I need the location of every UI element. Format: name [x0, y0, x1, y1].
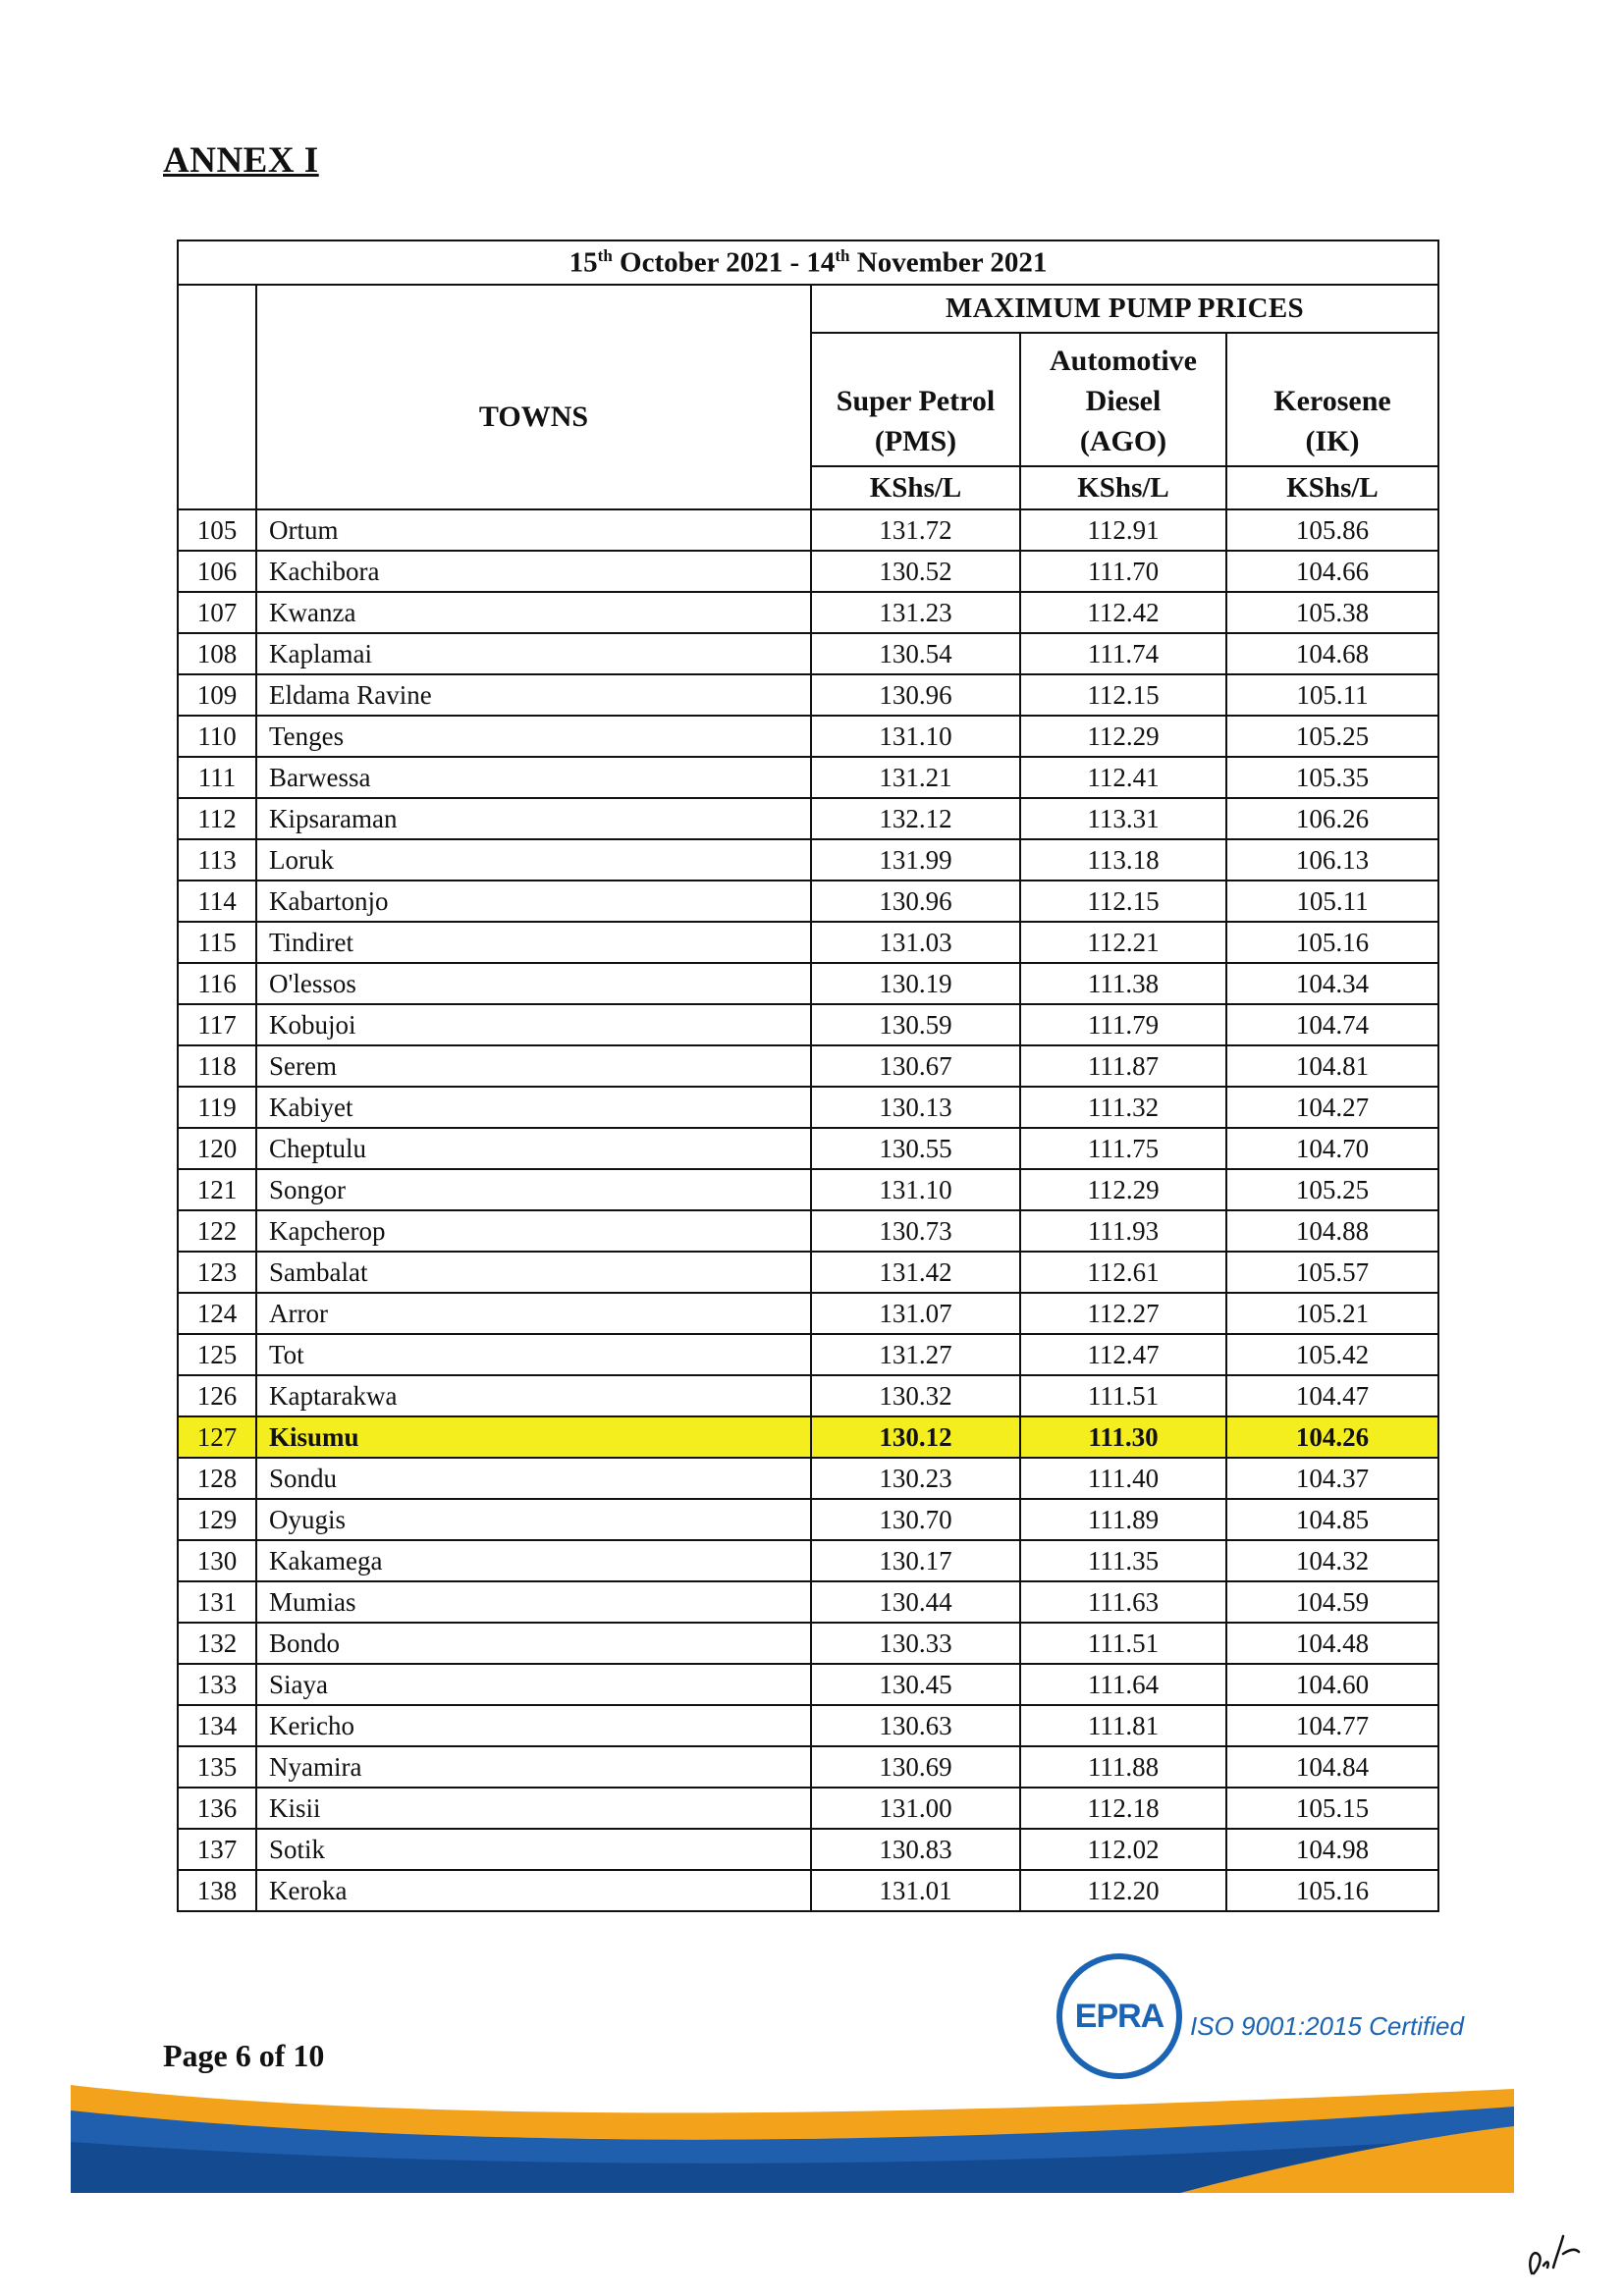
price-ago: 111.32 — [1020, 1087, 1226, 1128]
table-row — [178, 592, 1438, 633]
price-ik: 106.13 — [1226, 839, 1438, 881]
price-ago: 111.75 — [1020, 1128, 1226, 1169]
row-number: 136 — [178, 1788, 256, 1829]
table-row — [178, 1870, 1438, 1911]
fuel-header-ago — [1020, 333, 1226, 466]
table-row — [178, 1128, 1438, 1169]
table-row — [178, 1829, 1438, 1870]
price-ik: 105.25 — [1226, 1169, 1438, 1210]
table-row — [178, 757, 1438, 798]
table-row — [178, 963, 1438, 1004]
pump-price-table-container — [177, 240, 1437, 1912]
price-pms: 130.17 — [811, 1540, 1020, 1581]
row-number: 107 — [178, 592, 256, 633]
max-pump-prices-header: MAXIMUM PUMP PRICES — [811, 285, 1438, 333]
price-ik: 105.57 — [1226, 1252, 1438, 1293]
price-ago: 111.89 — [1020, 1499, 1226, 1540]
price-ago: 111.93 — [1020, 1210, 1226, 1252]
table-row — [178, 1623, 1438, 1664]
row-number: 127 — [178, 1416, 256, 1458]
price-pms: 130.45 — [811, 1664, 1020, 1705]
row-number: 111 — [178, 757, 256, 798]
town-name: Songor — [256, 1169, 811, 1210]
price-pms: 131.07 — [811, 1293, 1020, 1334]
price-pms: 132.12 — [811, 798, 1020, 839]
period-ordinal-end: th — [835, 245, 850, 265]
town-name: Arror — [256, 1293, 811, 1334]
row-number: 116 — [178, 963, 256, 1004]
town-name: Kipsaraman — [256, 798, 811, 839]
price-pms: 130.96 — [811, 674, 1020, 716]
price-ik: 104.77 — [1226, 1705, 1438, 1746]
price-ik: 105.35 — [1226, 757, 1438, 798]
town-name: Sotik — [256, 1829, 811, 1870]
row-number: 112 — [178, 798, 256, 839]
table-row — [178, 1004, 1438, 1045]
price-ago: 111.79 — [1020, 1004, 1226, 1045]
price-ik: 105.21 — [1226, 1293, 1438, 1334]
price-ago: 112.02 — [1020, 1829, 1226, 1870]
price-pms: 130.44 — [811, 1581, 1020, 1623]
table-row — [178, 1746, 1438, 1788]
table-row — [178, 1210, 1438, 1252]
price-ik: 105.86 — [1226, 509, 1438, 551]
price-ik: 104.74 — [1226, 1004, 1438, 1045]
row-number: 122 — [178, 1210, 256, 1252]
town-name: Kachibora — [256, 551, 811, 592]
price-ik: 104.26 — [1226, 1416, 1438, 1458]
price-ago: 111.87 — [1020, 1045, 1226, 1087]
price-ik: 104.81 — [1226, 1045, 1438, 1087]
price-ago: 111.51 — [1020, 1375, 1226, 1416]
table-row — [178, 881, 1438, 922]
price-pms: 131.99 — [811, 839, 1020, 881]
row-number: 106 — [178, 551, 256, 592]
table-row — [178, 1293, 1438, 1334]
price-pms: 130.73 — [811, 1210, 1020, 1252]
town-name: Sambalat — [256, 1252, 811, 1293]
price-ik: 104.32 — [1226, 1540, 1438, 1581]
row-number: 118 — [178, 1045, 256, 1087]
price-ik: 105.16 — [1226, 1870, 1438, 1911]
price-pms: 130.32 — [811, 1375, 1020, 1416]
row-number: 133 — [178, 1664, 256, 1705]
period-row — [178, 240, 1438, 285]
town-name: Keroka — [256, 1870, 811, 1911]
price-ago: 112.42 — [1020, 592, 1226, 633]
period-heading — [178, 240, 1438, 285]
price-ago: 111.51 — [1020, 1623, 1226, 1664]
price-pms: 130.83 — [811, 1829, 1020, 1870]
price-ik: 104.34 — [1226, 963, 1438, 1004]
price-pms: 131.00 — [811, 1788, 1020, 1829]
epra-logo-icon — [1056, 1953, 1182, 2079]
table-row — [178, 674, 1438, 716]
table-row — [178, 922, 1438, 963]
table-row — [178, 839, 1438, 881]
price-ik: 105.15 — [1226, 1788, 1438, 1829]
fuel-header-ik — [1226, 333, 1438, 466]
town-name: Kisii — [256, 1788, 811, 1829]
row-number: 124 — [178, 1293, 256, 1334]
price-ago: 112.47 — [1020, 1334, 1226, 1375]
table-row — [178, 1499, 1438, 1540]
unit-header-pms: KShs/L — [811, 466, 1020, 509]
town-name: Bondo — [256, 1623, 811, 1664]
town-name: Serem — [256, 1045, 811, 1087]
period-ordinal-start: th — [597, 245, 613, 265]
price-ik: 104.88 — [1226, 1210, 1438, 1252]
price-ago: 112.61 — [1020, 1252, 1226, 1293]
table-row — [178, 509, 1438, 551]
town-name: Sondu — [256, 1458, 811, 1499]
town-name: Kaptarakwa — [256, 1375, 811, 1416]
row-number: 126 — [178, 1375, 256, 1416]
town-name: Tenges — [256, 716, 811, 757]
price-ik: 105.42 — [1226, 1334, 1438, 1375]
price-ago: 113.18 — [1020, 839, 1226, 881]
table-row — [178, 1788, 1438, 1829]
price-ago: 112.15 — [1020, 674, 1226, 716]
row-number: 125 — [178, 1334, 256, 1375]
fuel-ik-line2: Kerosene — [1273, 385, 1391, 417]
price-ago: 111.81 — [1020, 1705, 1226, 1746]
price-ago: 111.38 — [1020, 963, 1226, 1004]
price-ik: 104.27 — [1226, 1087, 1438, 1128]
row-number: 131 — [178, 1581, 256, 1623]
price-pms: 130.69 — [811, 1746, 1020, 1788]
price-ik: 104.84 — [1226, 1746, 1438, 1788]
price-pms: 130.33 — [811, 1623, 1020, 1664]
table-row — [178, 1458, 1438, 1499]
fuel-header-pms — [811, 333, 1020, 466]
price-ago: 111.30 — [1020, 1416, 1226, 1458]
price-ago: 112.18 — [1020, 1788, 1226, 1829]
row-number: 120 — [178, 1128, 256, 1169]
row-number: 135 — [178, 1746, 256, 1788]
price-ik: 104.37 — [1226, 1458, 1438, 1499]
town-name: Kapcherop — [256, 1210, 811, 1252]
logo-text: EPRA — [1074, 1997, 1164, 2035]
price-pms: 130.67 — [811, 1045, 1020, 1087]
price-ik: 104.98 — [1226, 1829, 1438, 1870]
row-number: 117 — [178, 1004, 256, 1045]
handwritten-initials-icon — [1524, 2224, 1583, 2279]
period-day-start: 15 — [568, 246, 598, 279]
table-row — [178, 1705, 1438, 1746]
row-number: 110 — [178, 716, 256, 757]
table-row — [178, 1581, 1438, 1623]
price-pms: 130.70 — [811, 1499, 1020, 1540]
town-name: Loruk — [256, 839, 811, 881]
price-ago: 111.63 — [1020, 1581, 1226, 1623]
table-row — [178, 1540, 1438, 1581]
town-name: Kobujoi — [256, 1004, 811, 1045]
town-name: Ortum — [256, 509, 811, 551]
price-pms: 130.55 — [811, 1128, 1020, 1169]
row-number: 105 — [178, 509, 256, 551]
price-ago: 111.74 — [1020, 633, 1226, 674]
table-row — [178, 1252, 1438, 1293]
price-ago: 111.70 — [1020, 551, 1226, 592]
town-name: Cheptulu — [256, 1128, 811, 1169]
price-ik: 105.38 — [1226, 592, 1438, 633]
towns-header: TOWNS — [256, 285, 811, 509]
pump-price-table — [177, 240, 1439, 1912]
unit-header-ago: KShs/L — [1020, 466, 1226, 509]
town-name: Siaya — [256, 1664, 811, 1705]
row-number: 108 — [178, 633, 256, 674]
row-number: 113 — [178, 839, 256, 881]
row-number: 132 — [178, 1623, 256, 1664]
period-middle: October 2021 - 14 — [612, 246, 836, 279]
table-row — [178, 1416, 1438, 1458]
price-pms: 130.12 — [811, 1416, 1020, 1458]
row-number: 130 — [178, 1540, 256, 1581]
fuel-ago-line1: Automotive — [1050, 345, 1197, 377]
row-number: 115 — [178, 922, 256, 963]
table-row — [178, 1664, 1438, 1705]
town-name: Kisumu — [256, 1416, 811, 1458]
table-row — [178, 633, 1438, 674]
iso-certification: ISO 9001:2015 Certified — [1190, 2011, 1464, 2041]
price-ik: 104.47 — [1226, 1375, 1438, 1416]
price-pms: 131.01 — [811, 1870, 1020, 1911]
row-number: 119 — [178, 1087, 256, 1128]
table-row — [178, 1087, 1438, 1128]
price-ago: 113.31 — [1020, 798, 1226, 839]
table-body — [178, 509, 1438, 1911]
price-pms: 130.52 — [811, 551, 1020, 592]
page-number: Page 6 of 10 — [163, 2038, 325, 2073]
price-ago: 112.41 — [1020, 757, 1226, 798]
price-pms: 131.27 — [811, 1334, 1020, 1375]
price-pms: 130.23 — [811, 1458, 1020, 1499]
price-ago: 112.91 — [1020, 509, 1226, 551]
price-pms: 130.63 — [811, 1705, 1020, 1746]
row-number: 137 — [178, 1829, 256, 1870]
row-number: 134 — [178, 1705, 256, 1746]
price-ik: 105.16 — [1226, 922, 1438, 963]
town-name: O'lessos — [256, 963, 811, 1004]
price-pms: 130.59 — [811, 1004, 1020, 1045]
town-name: Kwanza — [256, 592, 811, 633]
price-ago: 112.15 — [1020, 881, 1226, 922]
town-name: Tindiret — [256, 922, 811, 963]
price-ik: 104.66 — [1226, 551, 1438, 592]
price-pms: 131.42 — [811, 1252, 1020, 1293]
price-ago: 111.64 — [1020, 1664, 1226, 1705]
fuel-ago-line3: (AGO) — [1079, 425, 1167, 457]
fuel-ago-line2: Diesel — [1085, 385, 1162, 417]
max-prices-row — [178, 285, 1438, 333]
unit-header-ik: KShs/L — [1226, 466, 1438, 509]
row-number: 138 — [178, 1870, 256, 1911]
price-ik: 105.11 — [1226, 674, 1438, 716]
table-row — [178, 1375, 1438, 1416]
row-number: 114 — [178, 881, 256, 922]
town-name: Barwessa — [256, 757, 811, 798]
price-ago: 111.88 — [1020, 1746, 1226, 1788]
price-pms: 130.96 — [811, 881, 1020, 922]
price-ik: 104.59 — [1226, 1581, 1438, 1623]
price-ago: 112.27 — [1020, 1293, 1226, 1334]
table-row — [178, 551, 1438, 592]
row-number: 129 — [178, 1499, 256, 1540]
price-ago: 112.21 — [1020, 922, 1226, 963]
price-pms: 131.72 — [811, 509, 1020, 551]
town-name: Kaplamai — [256, 633, 811, 674]
town-name: Kabiyet — [256, 1087, 811, 1128]
price-ik: 106.26 — [1226, 798, 1438, 839]
town-name: Eldama Ravine — [256, 674, 811, 716]
price-ik: 104.68 — [1226, 633, 1438, 674]
annex-title: ANNEX I — [163, 140, 319, 181]
wave-band-icon — [71, 2067, 1514, 2193]
price-ago: 111.35 — [1020, 1540, 1226, 1581]
price-pms: 130.54 — [811, 633, 1020, 674]
price-ik: 104.85 — [1226, 1499, 1438, 1540]
price-pms: 131.23 — [811, 592, 1020, 633]
row-number: 128 — [178, 1458, 256, 1499]
fuel-pms-line2: Super Petrol — [836, 385, 996, 417]
row-number: 123 — [178, 1252, 256, 1293]
table-row — [178, 1334, 1438, 1375]
price-ago: 112.29 — [1020, 1169, 1226, 1210]
fuel-pms-line3: (PMS) — [874, 425, 957, 457]
period-end: November 2021 — [849, 246, 1048, 279]
fuel-ik-line3: (IK) — [1305, 425, 1360, 457]
town-name: Kericho — [256, 1705, 811, 1746]
price-pms: 130.13 — [811, 1087, 1020, 1128]
town-name: Nyamira — [256, 1746, 811, 1788]
price-ago: 112.29 — [1020, 716, 1226, 757]
town-name: Kakamega — [256, 1540, 811, 1581]
price-pms: 131.21 — [811, 757, 1020, 798]
table-row — [178, 1169, 1438, 1210]
price-ik: 105.11 — [1226, 881, 1438, 922]
number-header — [178, 285, 256, 509]
table-row — [178, 716, 1438, 757]
town-name: Tot — [256, 1334, 811, 1375]
price-pms: 131.03 — [811, 922, 1020, 963]
row-number: 109 — [178, 674, 256, 716]
town-name: Kabartonjo — [256, 881, 811, 922]
price-ik: 105.25 — [1226, 716, 1438, 757]
table-row — [178, 798, 1438, 839]
row-number: 121 — [178, 1169, 256, 1210]
price-ik: 104.48 — [1226, 1623, 1438, 1664]
price-ik: 104.70 — [1226, 1128, 1438, 1169]
price-ago: 111.40 — [1020, 1458, 1226, 1499]
price-pms: 131.10 — [811, 1169, 1020, 1210]
table-row — [178, 1045, 1438, 1087]
table-header — [178, 240, 1438, 509]
price-pms: 131.10 — [811, 716, 1020, 757]
town-name: Mumias — [256, 1581, 811, 1623]
price-pms: 130.19 — [811, 963, 1020, 1004]
price-ago: 112.20 — [1020, 1870, 1226, 1911]
price-ik: 104.60 — [1226, 1664, 1438, 1705]
town-name: Oyugis — [256, 1499, 811, 1540]
